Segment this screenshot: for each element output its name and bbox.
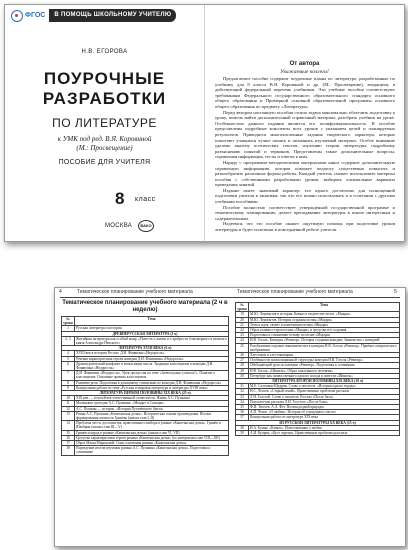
lesson-number: 21: [236, 322, 249, 327]
lesson-topic: Н.В. Гоголь. Комедия «Ревизор». История создания комедии. Знакомство с комедией: [249, 338, 400, 343]
page-number-left: 4: [59, 289, 62, 295]
lesson-topic: М.Ю. Лермонтов. История создания поэмы «Мцыри»: [249, 317, 400, 322]
lesson-topic: Гринёв и народ в романе «Капитанская дочка» (анализ глав VI, VII): [75, 430, 229, 435]
lesson-topic: Развитие речи. Подготовка к домашнему сочинению по комедии Д.И. Фонвизина «Недоросль»: [75, 380, 229, 385]
lesson-number: 32: [236, 389, 249, 394]
col-header-topic: Тема: [249, 303, 400, 312]
publisher-logo-icon: ВАКО: [138, 220, 154, 232]
lesson-number: 1: [62, 326, 75, 331]
table-row: [236, 431, 400, 436]
lesson-number: 22: [236, 328, 249, 333]
preface-paragraph: Пособие полностью соответствует утверждённой государственной программе и тематическому планированию, делает преподавание литературы в школе интересным и содержательным.: [215, 204, 395, 221]
section-heading: ДРЕВНЕРУССКАЯ ЛИТЕРАТУРА (2 ч): [62, 331, 229, 336]
lesson-number: 9: [62, 385, 75, 390]
col-header-no: № урока: [63, 317, 73, 326]
lesson-topic: А.И. Куприн. «Куст сирени». Нравственные проблемы рассказа: [249, 431, 400, 436]
lesson-number: 17: [62, 441, 75, 446]
lesson-topic: Тема и идея, сюжет и композиция поэмы «Мцыри»: [249, 322, 400, 327]
section-heading: ЛИТЕРАТУРА ПЕРВОЙ ПОЛОВИНЫ XIX ВЕКА (25 ч): [62, 391, 229, 396]
lesson-topic: Образ Маши Мироновой. Смысл названия романа «Капитанская дочка»: [75, 441, 229, 446]
series-header: [11, 9, 176, 22]
lesson-number: 14: [62, 421, 75, 430]
lesson-topic: XIX век — золотой век отечественной словесности. Жизнь А.С. Пушкина: [75, 396, 229, 401]
table-row: [62, 435, 229, 440]
preface-paragraph: Издание имеет значимый характер: его одного достаточно для полноценной подготовки учителя к занятиям, так что его можно использовать и в сочетании с другими учебными пособиями.: [215, 187, 395, 205]
cover-spread: [4, 4, 405, 242]
lesson-number: 20: [236, 317, 249, 322]
lesson-number: 11: [62, 401, 75, 406]
lesson-number: 25: [236, 343, 249, 352]
col-header-no: № урока: [237, 303, 247, 312]
lesson-number: 2, 3: [62, 336, 75, 345]
lesson-number: 26: [236, 353, 249, 358]
grade-word: класс: [135, 196, 156, 203]
table-header-row: [236, 303, 400, 312]
planning-spread: [54, 287, 406, 547]
table-row: [236, 343, 400, 352]
lesson-number: 31: [236, 384, 249, 389]
series-label: В ПОМОЩЬ ШКОЛЬНОМУ УЧИТЕЛЮ: [49, 9, 176, 22]
table-row: [62, 336, 229, 345]
lesson-number: 16: [62, 435, 75, 440]
lesson-number: 30: [236, 373, 249, 378]
umk-note: [5, 135, 204, 153]
lesson-number: 39: [236, 431, 249, 436]
lesson-number: 23: [236, 333, 249, 338]
lesson-number: 33: [236, 394, 249, 399]
lesson-topic: XVIII век в истории России. Д.И. Фонвизин «Недоросль»: [75, 351, 229, 356]
table-row: [62, 380, 229, 385]
lesson-topic: А.П. Чехов. «О любви». История об упущенном счастье: [249, 410, 400, 415]
lesson-number: 34: [236, 399, 249, 404]
table-row: [62, 361, 229, 370]
publisher-city: МОСКВА: [105, 223, 133, 229]
col-header-topic: Тема: [75, 317, 229, 326]
grade-number: 8: [115, 189, 125, 208]
lesson-topic: И.А. Бунин. «Кавказ». Повествование о любви: [249, 425, 400, 430]
lesson-topic: Подведение итогов изучения романа А.С. Пушкина «Капитанская дочка». Подготовка к сочинению: [75, 446, 229, 455]
lesson-number: 5: [62, 356, 75, 361]
planning-table-right: [235, 302, 400, 436]
lesson-number: 15: [62, 430, 75, 435]
lesson-number: 35: [236, 405, 249, 410]
lesson-topic: Роман А.С. Пушкина «Капитанская дочка». Историческая основа произведения. Истоки формирования личности Гринёва (анализ глав I, II): [75, 411, 229, 420]
lesson-topic: Образ главного героя поэмы «Мцыри» и средства его создания: [249, 328, 400, 333]
lesson-number: 13: [62, 411, 75, 420]
running-title-right: Тематическое планирование учебного материала: [237, 289, 353, 295]
lesson-number: 8: [62, 380, 75, 385]
lesson-topic: Ф.И. Тютчев, А.А. Фет. Поэзия родной природы: [249, 405, 400, 410]
table-title: Тематическое планирование учебного материала (2 ч в неделю): [62, 300, 228, 313]
lesson-number: 37: [236, 415, 249, 420]
preface-paragraph: Перед автором настоящего пособия стояла задача максимально облегчить подготовку к уроку, помочь найти дополнительный справочный материал, разобрать учебник на уроке. Особенностью данного издания является его полифункциональность. В пособие представлены подробные конспекты всех уроков с указанием целей и планируемых результатов. Приводятся многочисленные задания творческого характера, которые помогают учащимся лучше понять и запомнить изучаемый материал. Особое внимание уделено анализу поэтических текстов, изучению теории литературы, подробному разъяснению понятий и терминов. Представлены также дополнительные вопросы, справочная информация, тесты и ответы к ним.: [215, 109, 395, 160]
lesson-number: 12: [62, 406, 75, 411]
table-row: [62, 421, 229, 430]
lesson-number: 24: [236, 338, 249, 343]
table-row: [62, 411, 229, 420]
lesson-number: 6: [62, 361, 75, 370]
lesson-topic: Контрольная работа по теме «Русская и мировая литература и литература XVIII века»: [75, 385, 229, 390]
header-rule: [60, 297, 400, 298]
author-name: Н.В. ЕГОРОВА: [81, 49, 128, 55]
lesson-topic: М.Ю. Лермонтов и история. Кавказ в творчестве поэта. «Мцыри»: [249, 312, 400, 317]
lesson-number: 4: [62, 351, 75, 356]
table-row: [236, 338, 400, 343]
preface-heading: От автора: [289, 61, 320, 67]
planning-table-left: [61, 316, 229, 456]
lesson-topic: Речевая характеристика героев комедии Д.И. Фонвизина «Недоросль»: [75, 356, 229, 361]
fgos-logo-icon: [11, 10, 23, 22]
fgos-label: ФГОС: [25, 12, 46, 19]
preface-page: [205, 5, 404, 241]
preface-paragraph: Наряду с программно-методическими материалами книга содержит дополнительную справочную информацию, которая поможет педагогу существенно повысить и разнообразить различные формы работы. Каждый учитель сможет использовать материал пособия с собственными разработками уроков, выбирать оптимальные варианты проведения занятий.: [215, 159, 395, 188]
lesson-number: 28: [236, 363, 249, 368]
lesson-topic: Психологизм рассказа Л.Н. Толстого «После бала»: [249, 399, 400, 404]
lesson-topic: Проблема чести, достоинства, нравственного выбора в романе «Капитанская дочка». Гринёв и Швабрин (анализ глав III—V): [75, 421, 229, 430]
preface-paragraph: Предлагаемое пособие содержит поурочные планы по литературе, разработанные по учебнику для 8 класса В.Я. Коровиной и др. (М.: Просвещение), входящему в действующий федеральный перечень учебников. Эти учебные пособия соответствуют требованиям Федерального государственного образовательного стандарта основного общего образования и Примерной основной образовательной программы основного общего образования по предмету «Литература».: [215, 76, 395, 109]
lesson-topic: Особенности композиционной структуры комедии Н.В. Гоголя «Ревизор»: [249, 358, 400, 363]
lesson-topic: Маленькие трагедии А.С. Пушкина. «Моцарт и Сальери»: [75, 401, 229, 406]
page-number-right: 5: [394, 289, 397, 295]
lesson-number: 19: [236, 312, 249, 317]
table-row: [62, 446, 229, 455]
lesson-topic: Хлестаков и хлестаковщина: [249, 353, 400, 358]
lesson-number: 36: [236, 410, 249, 415]
section-heading: ИЗ РУССКОЙ ЛИТЕРАТУРЫ XX ВЕКА (15 ч): [236, 420, 400, 425]
lesson-topic: Драматургический конфликт и композиция пьесы. Традиции классицизма в комедии Д.И. Фонвизина «Недоросль»: [75, 361, 229, 370]
lesson-topic: А.С. Пушкин — историк. «История Пугачёвского бунта»: [75, 406, 229, 411]
cover-page: [5, 5, 204, 241]
section-heading: ЛИТЕРАТУРА XVIII ВЕКА (6 ч): [62, 346, 229, 351]
book-title: [5, 69, 204, 109]
book-title-line1: ПОУРОЧНЫЕ: [43, 69, 166, 88]
lesson-topic: Д.И. Фонвизин «Недоросль». Урок-дискуссия по теме «Зачем нужно учиться?». Понятие о классицизме. Основные правила классицизма: [75, 371, 229, 380]
lesson-topic: Л.Н. Толстой. Слово о писателе. Рассказ «После бала»: [249, 394, 400, 399]
lesson-topic: М.Е. Салтыков-Щедрин. Слово о писателе. «История одного города»: [249, 384, 400, 389]
umk-line2: (М.: Просвещение): [76, 144, 133, 152]
preface-greeting: Уважаемые коллеги!: [280, 69, 329, 75]
table-row: [62, 385, 229, 390]
lesson-number: 10: [62, 396, 75, 401]
preface-body: [215, 76, 395, 233]
manual-type: ПОСОБИЕ ДЛЯ УЧИТЕЛЯ: [58, 159, 151, 166]
preface-paragraph: Надеемся, что это пособие окажет ощутимую помощь при подготовке уроков литературы и будет полезным в повседневной работе учителя.: [215, 221, 395, 233]
lesson-number: 18: [62, 446, 75, 455]
lesson-topic: Житийная литература как особый жанр. «Повесть о житии и о храбрости благоверного и великого князя Александра Невского»: [76, 336, 227, 346]
lesson-number: 27: [236, 358, 249, 363]
lesson-topic: Контрольная работа по литературе XIX века: [249, 415, 400, 420]
lesson-number: 29: [236, 368, 249, 373]
lesson-topic: Разоблачение пороков чиновничества в комедии Н.В. Гоголя «Ревизор». Приёмы сатирического изображения: [249, 343, 400, 352]
lesson-topic: Н.В. Гоголь. «Шинель». Образ «маленького человека»: [249, 368, 400, 373]
lesson-number: 7: [62, 371, 75, 380]
table-row: [62, 371, 229, 380]
lesson-number: 38: [236, 425, 249, 430]
lesson-topic: Русская литература и история: [75, 326, 229, 331]
lesson-topic: Петербург как символ вечного адского холода в повести «Шинель»: [249, 373, 400, 378]
book-subject: ПО ЛИТЕРАТУРЕ: [52, 116, 157, 130]
lesson-topic: Подготовка к сочинению-отзыву по поэме «Мцыри»: [249, 333, 400, 338]
umk-line1: к УМК под ред. В.Я. Коровиной: [57, 135, 152, 143]
section-heading: ЛИТЕРАТУРА ВТОРОЙ ПОЛОВИНЫ XIX ВЕКА (10 ч): [236, 379, 400, 384]
book-title-line2: РАЗРАБОТКИ: [42, 89, 167, 108]
running-title-left: Тематическое планирование учебного материала: [77, 289, 193, 295]
lesson-topic: Обобщающий урок по комедии «Ревизор». Подготовка к сочинению: [249, 363, 400, 368]
table-header-row: [62, 317, 229, 326]
lesson-topic: Н.С. Лесков. «Старый гений». Нравственные проблемы рассказа: [249, 389, 400, 394]
lesson-topic: Средства характеристики героев романа «Капитанская дочка» (по материалам глав VIII—XII): [75, 435, 229, 440]
